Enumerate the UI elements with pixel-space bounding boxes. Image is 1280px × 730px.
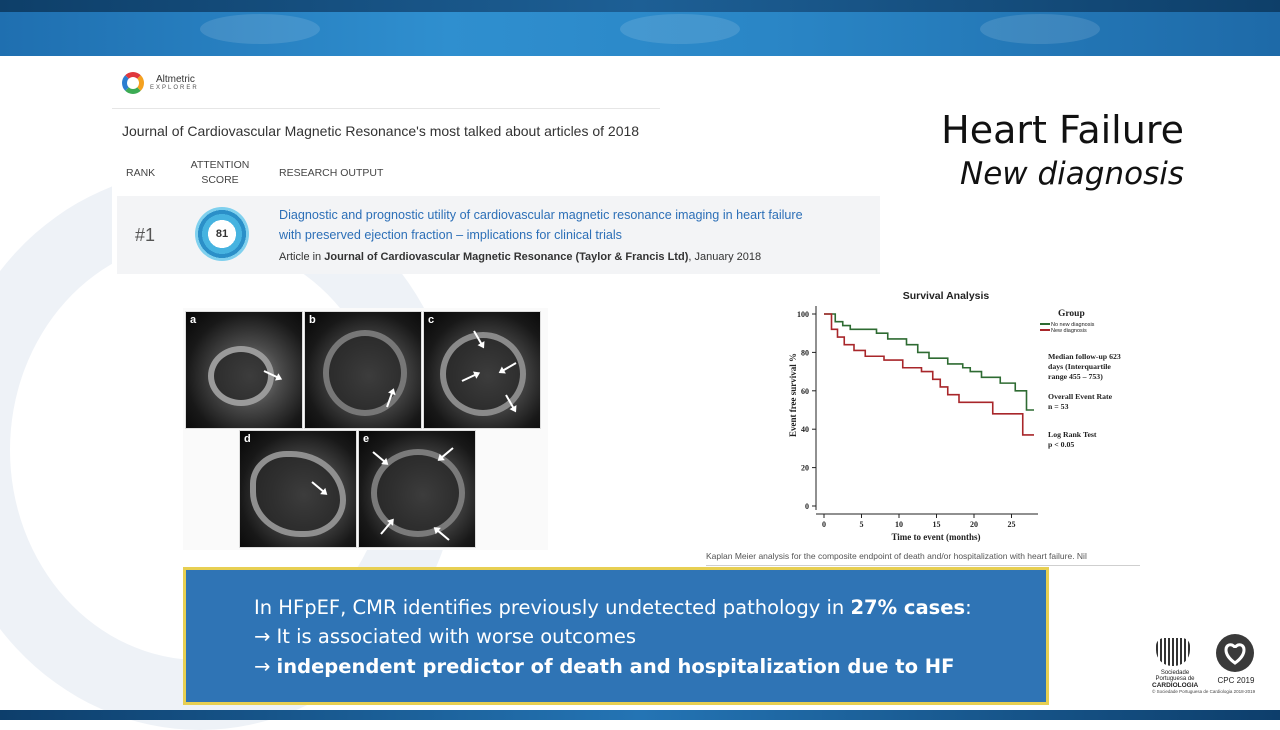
y-tick-label: 60 <box>801 386 809 396</box>
article-title-line1[interactable]: Diagnostic and prognostic utility of cardiovascular magnetic resonance imaging in heart failure <box>279 208 803 222</box>
column-header-rank: RANK <box>126 167 156 179</box>
summary-line-2: → It is associated with worse outcomes <box>254 625 636 648</box>
article-title-link[interactable] <box>279 205 869 245</box>
divider <box>112 108 660 109</box>
y-tick-label: 0 <box>805 502 809 511</box>
column-header-attention <box>190 158 250 188</box>
chart-annotation: days (Interquartile <box>1048 362 1111 371</box>
spc-logo-text <box>1152 670 1198 689</box>
column-header-attention-line2: SCORE <box>201 174 239 186</box>
mri-panel-label: e <box>363 433 370 445</box>
article-meta-date: , January 2018 <box>688 251 762 263</box>
banner-glow <box>620 14 740 44</box>
mri-panel-label: a <box>190 314 197 326</box>
altmetric-logo-icon <box>122 72 144 94</box>
bottom-bar <box>0 710 1280 720</box>
x-tick-label: 5 <box>859 520 864 529</box>
chart-annotation: p < 0.05 <box>1048 440 1075 449</box>
y-tick-label: 80 <box>801 348 809 358</box>
y-tick-label: 20 <box>801 463 809 473</box>
mri-panel-label: b <box>309 314 316 326</box>
logos <box>1152 634 1262 698</box>
altmetric-logo <box>122 72 199 94</box>
spc-footer-text: © Sociedade Portuguesa de Cardiologia 2018-2019 <box>1152 689 1256 694</box>
attention-score-value: 81 <box>215 228 229 240</box>
mri-panel-b <box>304 311 422 429</box>
chart-x-label: Time to event (months) <box>891 532 981 542</box>
summary-line-3 <box>254 655 954 678</box>
mri-panel-e <box>358 430 476 548</box>
heart-shape <box>250 451 346 537</box>
cpc-logo-text: CPC 2019 <box>1217 676 1255 685</box>
chart-caption: Kaplan Meier analysis for the composite endpoint of death and/or hospitalization with heart failure. Nil <box>706 551 1140 566</box>
column-header-attention-line1: ATTENTION <box>190 159 250 171</box>
legend-title: Group <box>1058 309 1085 319</box>
altmetric-logo-name: Altmetric <box>156 74 195 85</box>
legend-item-label: No new diagnosis <box>1051 322 1095 328</box>
article-meta <box>279 251 761 263</box>
altmetric-panel <box>112 62 880 274</box>
arrow-icon <box>372 451 387 464</box>
summary-line-1-end: : <box>965 596 972 619</box>
article-title-line2[interactable]: with preserved ejection fraction – implications for clinical trials <box>279 228 622 242</box>
banner-glow <box>980 14 1100 44</box>
mri-panel-label: d <box>244 433 251 445</box>
slide-subtitle: New diagnosis <box>960 156 1184 192</box>
mri-panel-c <box>423 311 541 429</box>
spc-heart-icon <box>1156 638 1190 666</box>
mri-panel-a <box>185 311 303 429</box>
chart-annotation: Log Rank Test <box>1048 430 1097 439</box>
cpc-heart-svg <box>1216 634 1254 672</box>
mri-figure <box>183 308 548 550</box>
banner-stripe <box>0 0 1280 12</box>
chart-title: Survival Analysis <box>902 290 990 302</box>
chart-annotation: Median follow-up 623 <box>1048 352 1121 361</box>
spc-logo-small: Sociedade Portuguesa de <box>1155 670 1195 682</box>
series-line-no-new-diagnosis <box>824 314 1034 410</box>
series-line-new-diagnosis <box>824 314 1034 435</box>
legend-item-label: New diagnosis <box>1051 328 1087 334</box>
mri-panel-d <box>239 430 357 548</box>
rank-number: #1 <box>135 225 156 245</box>
summary-line-1-bold: 27% cases <box>850 596 966 619</box>
summary-line-1 <box>254 596 972 619</box>
attention-score-donut[interactable] <box>195 207 249 261</box>
cpc-heart-icon <box>1216 634 1254 672</box>
heart-shape <box>208 346 274 406</box>
chart-axes <box>797 306 1038 529</box>
chart-legend <box>1040 309 1095 334</box>
x-tick-label: 25 <box>1007 520 1016 529</box>
article-meta-prefix: Article in <box>279 251 325 263</box>
heart-shape <box>323 330 407 416</box>
chart-annotation: range 455 – 753) <box>1048 372 1103 381</box>
summary-line-1-text: In HFpEF, CMR identifies previously undetected pathology in <box>254 596 851 619</box>
survival-chart <box>706 286 1142 566</box>
x-tick-label: 20 <box>970 520 978 529</box>
mri-panel-label: c <box>428 314 435 326</box>
x-tick-label: 10 <box>895 520 903 529</box>
y-tick-label: 40 <box>801 425 809 435</box>
banner-glow <box>200 14 320 44</box>
result-row[interactable] <box>117 196 880 274</box>
chart-annotations <box>1048 352 1121 449</box>
x-tick-label: 15 <box>932 520 941 529</box>
altmetric-logo-sub: EXPLORER <box>150 85 199 91</box>
journal-heading: Journal of Cardiovascular Magnetic Resonance's most talked about articles of 2018 <box>122 123 640 139</box>
chart-series-lines <box>824 314 1034 435</box>
top-banner <box>0 0 1280 56</box>
summary-box <box>183 567 1049 705</box>
chart-annotation: n = 53 <box>1048 402 1069 411</box>
y-tick-label: 100 <box>797 310 809 319</box>
survival-chart-svg <box>706 286 1142 548</box>
chart-y-label: Event free survival % <box>788 352 798 438</box>
spc-logo-big: CARDIOLOGIA <box>1152 682 1199 689</box>
summary-line-3-arrow: → <box>254 655 277 678</box>
chart-annotation: Overall Event Rate <box>1048 392 1113 401</box>
article-meta-journal: Journal of Cardiovascular Magnetic Resonance (Taylor & Francis Ltd) <box>324 251 689 263</box>
x-tick-label: 0 <box>822 520 826 529</box>
summary-line-3-bold: independent predictor of death and hospitalization due to HF <box>276 655 955 678</box>
slide-title: Heart Failure <box>941 108 1184 152</box>
column-header-output: RESEARCH OUTPUT <box>279 167 384 179</box>
